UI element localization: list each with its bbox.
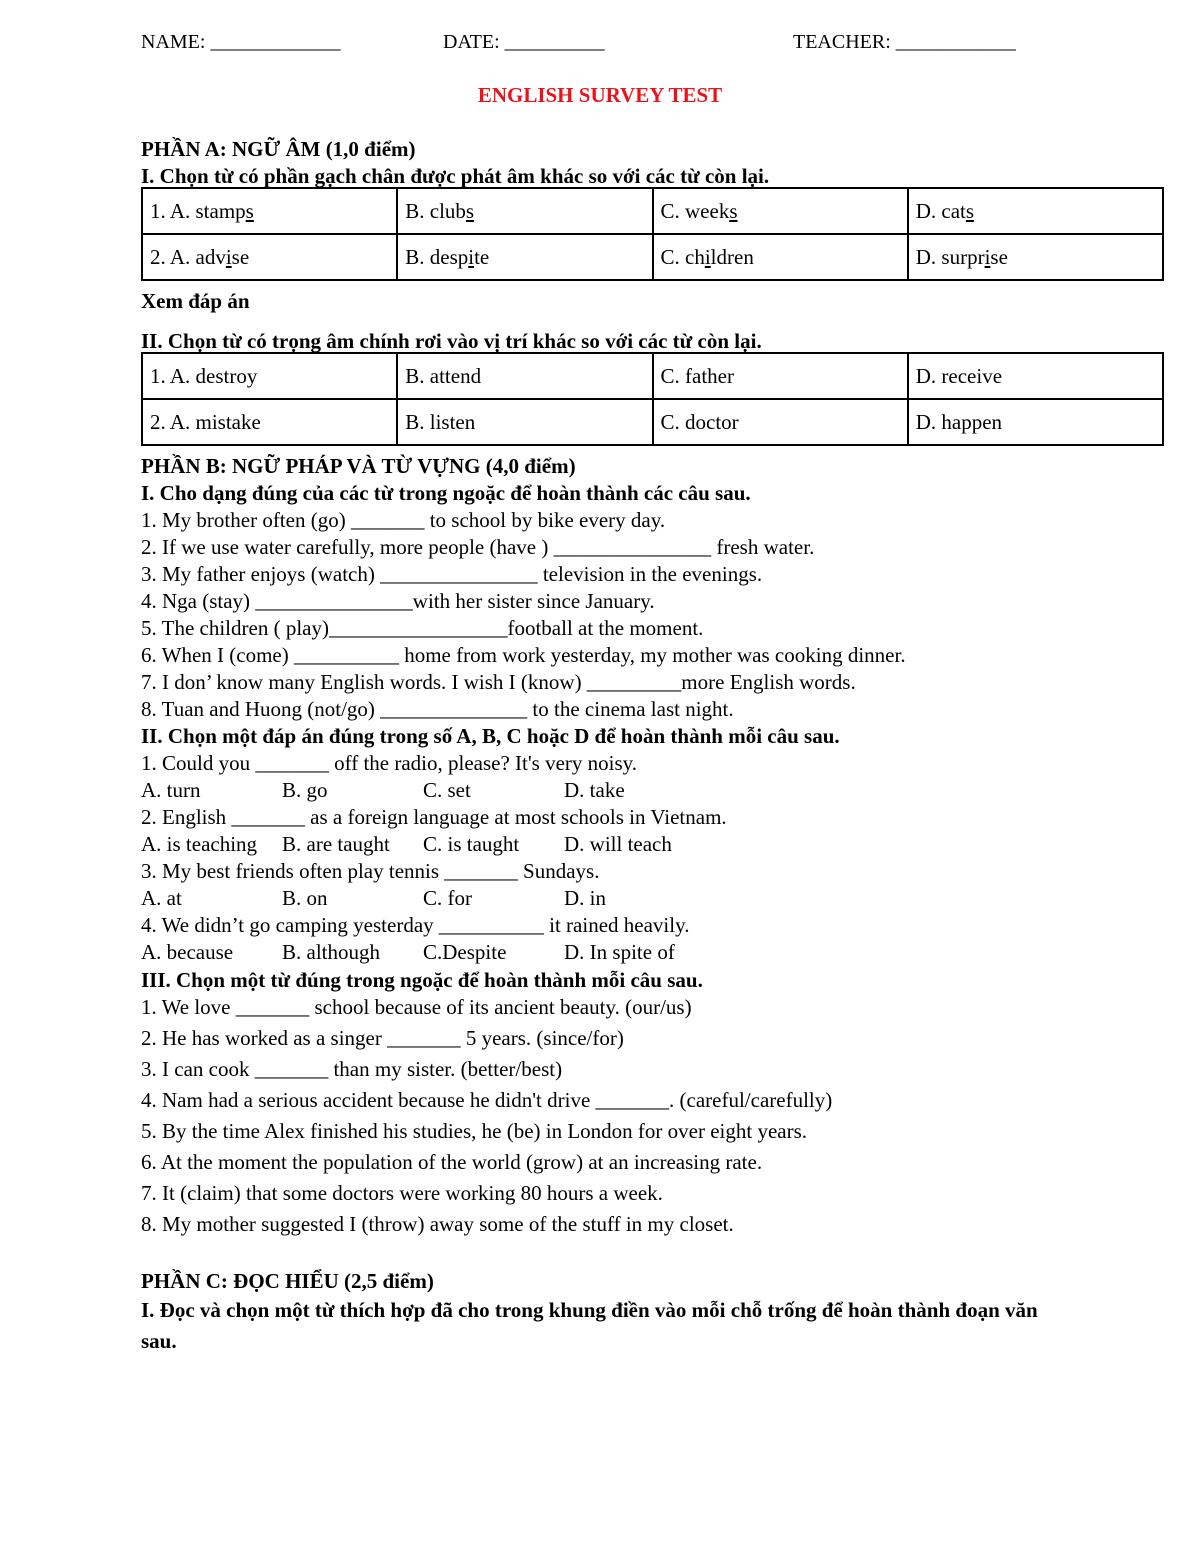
pronunciation-table: [141, 187, 1164, 281]
stress-table: [141, 352, 1164, 446]
option-c: C.Despite: [423, 940, 507, 964]
part-b-section2-instruction: II. Chọn một đáp án đúng trong số A, B, C hoặc D để hoàn thành mỗi câu sau.: [141, 724, 840, 748]
question-options: [141, 832, 672, 856]
option-b: B. are taught: [282, 832, 390, 856]
option-d: D. in: [564, 886, 606, 910]
exercise-item: 1. We love _______ school because of its ancient beauty. (our/us): [141, 995, 692, 1019]
option-a: A. is teaching: [141, 832, 258, 856]
exercise-item: 8. My mother suggested I (throw) away some of the stuff in my closet.: [141, 1212, 734, 1236]
answer-option: C. father: [653, 353, 908, 399]
question-options: [141, 778, 625, 802]
exercise-item: 5. The children ( play)_________________football at the moment.: [141, 616, 704, 640]
answer-option: C. weeks: [653, 188, 908, 234]
teacher-field: TEACHER: ____________: [793, 31, 1016, 53]
exercise-item: 1. My brother often (go) _______ to school by bike every day.: [141, 508, 666, 532]
answer-option: D. receive: [908, 353, 1163, 399]
exercise-item: 2. He has worked as a singer _______ 5 years. (since/for): [141, 1026, 624, 1050]
part-b-heading: PHẦN B: NGỮ PHÁP VÀ TỪ VỰNG (4,0 điểm): [141, 454, 576, 478]
table-row: [142, 188, 1163, 234]
answer-option: C. doctor: [653, 399, 908, 445]
answer-option: 1. A. destroy: [142, 353, 397, 399]
answer-option: 1. A. stamps: [142, 188, 397, 234]
answer-option: 2. A. advise: [142, 234, 397, 280]
exercise-item: 7. I don’ know many English words. I wish I (know) _________more English words.: [141, 670, 856, 694]
date-field: DATE: __________: [443, 31, 605, 53]
option-d: D. take: [564, 778, 625, 802]
exercise-item: 6. When I (come) __________ home from work yesterday, my mother was cooking dinner.: [141, 643, 906, 667]
option-a: A. at: [141, 886, 182, 910]
question-text: 3. My best friends often play tennis _______ Sundays.: [141, 859, 600, 883]
option-b: B. on: [282, 886, 328, 910]
exercise-item: 4. Nam had a serious accident because he didn't drive _______. (careful/carefully): [141, 1088, 833, 1112]
question-options: [141, 886, 606, 910]
exercise-item: 5. By the time Alex finished his studies, he (be) in London for over eight years.: [141, 1119, 808, 1143]
exercise-item: 3. My father enjoys (watch) _______________ television in the evenings.: [141, 562, 763, 586]
exercise-item: 6. At the moment the population of the world (grow) at an increasing rate.: [141, 1150, 763, 1174]
answer-option: B. attend: [397, 353, 652, 399]
answer-option: B. listen: [397, 399, 652, 445]
view-answers-link[interactable]: Xem đáp án: [141, 289, 250, 313]
option-b: B. although: [282, 940, 380, 964]
answer-option: B. despite: [397, 234, 652, 280]
option-d: D. In spite of: [564, 940, 675, 964]
answer-option: 2. A. mistake: [142, 399, 397, 445]
part-a-heading: PHẦN A: NGỮ ÂM (1,0 điểm): [141, 137, 416, 161]
question-text: 4. We didn’t go camping yesterday __________ it rained heavily.: [141, 913, 690, 937]
option-a: A. turn: [141, 778, 201, 802]
part-c-heading: PHẦN C: ĐỌC HIỂU (2,5 điểm): [141, 1269, 434, 1293]
exercise-item: 4. Nga (stay) _______________with her sister since January.: [141, 589, 655, 613]
answer-option: D. surprise: [908, 234, 1163, 280]
option-d: D. will teach: [564, 832, 672, 856]
answer-option: B. clubs: [397, 188, 652, 234]
table-row: [142, 353, 1163, 399]
part-a-section2-instruction: II. Chọn từ có trọng âm chính rơi vào vị trí khác so với các từ còn lại.: [141, 329, 762, 353]
part-a-section1-instruction: I. Chọn từ có phần gạch chân được phát âm khác so với các từ còn lại.: [141, 164, 770, 188]
question-text: 2. English _______ as a foreign language at most schools in Vietnam.: [141, 805, 727, 829]
table-row: [142, 234, 1163, 280]
exercise-item: 8. Tuan and Huong (not/go) ______________ to the cinema last night.: [141, 697, 734, 721]
exercise-item: 7. It (claim) that some doctors were working 80 hours a week.: [141, 1181, 663, 1205]
exercise-item: 3. I can cook _______ than my sister. (better/best): [141, 1057, 563, 1081]
question-text: 1. Could you _______ off the radio, please? It's very noisy.: [141, 751, 638, 775]
part-b-section3-instruction: III. Chọn một từ đúng trong ngoặc để hoàn thành mỗi câu sau.: [141, 968, 703, 992]
option-c: C. is taught: [423, 832, 520, 856]
part-b-section1-instruction: I. Cho dạng đúng của các từ trong ngoặc để hoàn thành các câu sau.: [141, 481, 751, 505]
exercise-item: 2. If we use water carefully, more people (have ) _______________ fresh water.: [141, 535, 815, 559]
answer-option: D. cats: [908, 188, 1163, 234]
part-c-instruction: I. Đọc và chọn một từ thích hợp đã cho trong khung điền vào mỗi chỗ trống để hoàn thành đoạn văn sau.: [141, 1298, 1038, 1353]
answer-option: C. children: [653, 234, 908, 280]
name-field: NAME: _____________: [141, 31, 341, 53]
table-row: [142, 399, 1163, 445]
option-c: C. set: [423, 778, 471, 802]
option-c: C. for: [423, 886, 472, 910]
document-title: ENGLISH SURVEY TEST: [477, 83, 723, 107]
answer-option: D. happen: [908, 399, 1163, 445]
option-b: B. go: [282, 778, 328, 802]
option-a: A. because: [141, 940, 234, 964]
question-options: [141, 940, 675, 964]
